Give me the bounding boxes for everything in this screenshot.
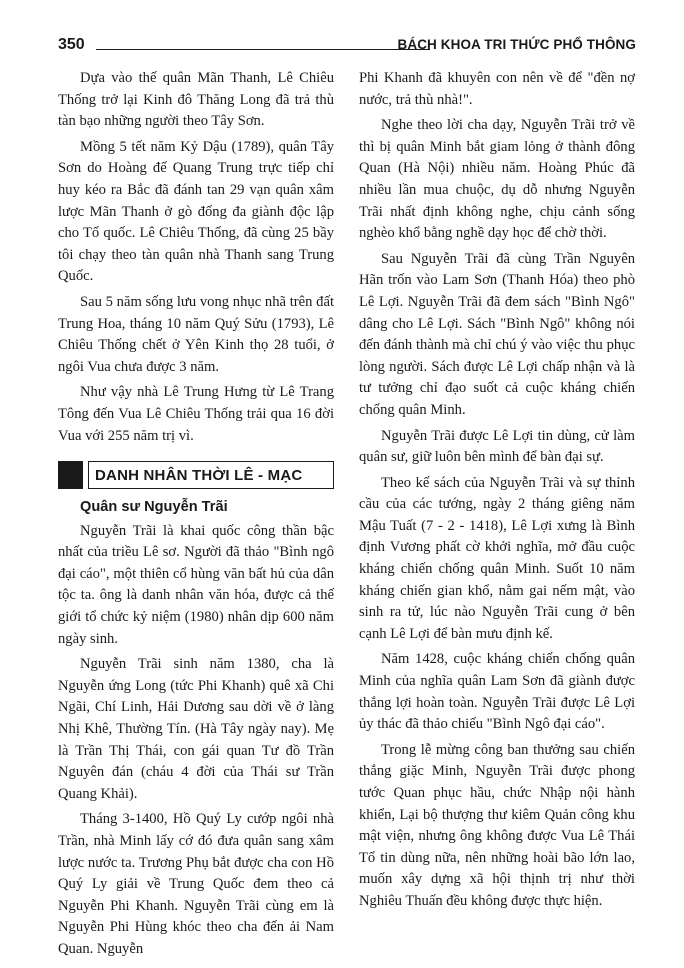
paragraph: Mồng 5 tết năm Kỷ Dậu (1789), quân Tây Sơn do Hoàng đế Quang Trung trực tiếp chỉ huy kéo ra Bắc đã đánh tan 29 vạn quân xâm lược Mãn Thanh ở gò đống đa giành độc lập cho Tổ quốc. Lê Chiêu Thống, đã cùng 25 bầy tôi chạy theo tàn quân nhà Thanh sang Trung Quốc. xyxy=(58,138,334,285)
paragraph-continuation: Phi Khanh đã khuyên con nên về để "đền nợ nước, trả thù nhà!". xyxy=(359,70,635,108)
paragraph: Dựa vào thế quân Mãn Thanh, Lê Chiêu Thống trở lại Kinh đô Thăng Long đã trả thù tàn bạo những người theo Tây Sơn. xyxy=(58,70,334,130)
paragraph: Theo kế sách của Nguyễn Trãi và sự thỉnh cầu của các tướng, ngày 2 tháng giêng năm Mậu Tuất (7 - 2 - 1418), Lê Lợi xưng là Bình định Vương phất cờ khởi nghĩa, mở đầu cuộc kháng chiến chống quân Minh. Suốt 10 năm kháng chiến gian khổ, nằm gai nếm mật, vào sinh ra tử, lúc nào Nguyễn Trãi cung ở bên cạnh Lê Lợi để bàn mưu định kế. xyxy=(359,474,635,642)
paragraph: Tháng 3-1400, Hồ Quý Ly cướp ngôi nhà Trần, nhà Minh lấy cớ đó đưa quân sang xâm lược nước ta. Trương Phụ bắt được cha con Hồ Quý Ly giải về Trung Quốc đem theo cả Nguyễn Phi Khanh. Nguyễn Trãi cùng em là Nguyễn Phi Hùng khóc theo cha đến ải Nam Quan. Nguyễn xyxy=(58,811,334,957)
paragraph: Nguyễn Trãi là khai quốc công thần bậc nhất của triều Lê sơ. Người đã thảo "Bình ngô đại cáo", một thiên cổ hùng văn bất hủ của dân tộc ta. ông là danh nhân văn hóa, được cả thế giới tổ chức kỷ niệm (1980) nhân dịp 600 năm ngày sinh. xyxy=(58,522,334,647)
paragraph: Sau 5 năm sống lưu vong nhục nhã trên đất Trung Hoa, tháng 10 năm Quý Sửu (1793), Lê Chiêu Thống chết ở Yên Kinh thọ 28 tuổi, ở ngôi Vua chưa được 3 năm. xyxy=(58,293,334,375)
left-column xyxy=(58,68,334,961)
section-title: DANH NHÂN THỜI LÊ - MẠC xyxy=(95,467,303,485)
right-column xyxy=(359,68,635,913)
paragraph: Năm 1428, cuộc kháng chiến chống quân Minh của nghĩa quân Lam Sơn đã giành được thắng lợi hoàn toàn. Nguyễn Trãi được Lê Lợi ủy thác đã thảo chiếu "Bình Ngô đại cáo". xyxy=(359,651,635,733)
running-title: BÁCH KHOA TRI THỨC PHỔ THÔNG xyxy=(397,37,636,52)
paragraph: Nguyễn Trãi sinh năm 1380, cha là Nguyễn ứng Long (tức Phi Khanh) quê xã Chi Ngãi, Chí Linh, Hải Dương sau dời về ở làng Nhị Khê, Thường Tín. (Hà Tây ngày nay). Mẹ là Trần Thị Thái, con gái quan Tư đồ Trần Nguyên đán (cháu 4 đời của Thái sư Trần Quang Khải). xyxy=(58,656,334,802)
paragraph: Sau Nguyễn Trãi đã cùng Trần Nguyên Hãn trốn vào Lam Sơn (Thanh Hóa) theo phò Lê Lợi. Nguyễn Trãi đã đem sách "Bình Ngô" dâng cho Lê Lợi. Sách "Bình Ngô" không nói đến đánh thành mà chỉ chú ý vào việc thu phục lòng người. Sách được Lê Lợi chấp nhận và là tư tưởng chỉ đạo suốt cả cuộc kháng chiến chống quân Minh. xyxy=(359,250,635,418)
paragraph: Trong lễ mừng công ban thưởng sau chiến thắng giặc Minh, Nguyễn Trãi được phong tước Quan phục hầu, chức Nhập nội hành khiển, Lại bộ thượng thư kiêm Quản công khu mật viện, nhưng ông không được Vua Lê Thái Tổ tin dùng nữa, nên những hoài bão lớn lao, muốn xây dựng xã hội thịnh trị như thời Nghiêu Thuấn đều không được thực hiện. xyxy=(359,741,635,909)
paragraph: Nguyễn Trãi được Lê Lợi tin dùng, cử làm quân sư, giữ luôn bên mình để bàn đại sự. xyxy=(359,427,635,466)
paragraph: Như vậy nhà Lê Trung Hưng từ Lê Trang Tông đến Vua Lê Chiêu Thống trải qua 16 đời Vua với 255 năm trị vì. xyxy=(58,384,334,444)
subheading: Quân sư Nguyễn Trãi xyxy=(80,499,228,516)
page-number: 350 xyxy=(58,36,85,53)
section-heading xyxy=(58,461,334,491)
section-title-box xyxy=(88,461,334,489)
section-marker xyxy=(58,461,83,489)
header-rule xyxy=(96,49,430,50)
page-header xyxy=(58,36,636,58)
paragraph: Nghe theo lời cha dạy, Nguyễn Trãi trở về thì bị quân Minh bắt giam lỏng ở thành đông Quan (Hà Nội) nhiều năm. Hoàng Phúc đã nhiều lần mua chuộc, dụ dỗ nhưng Nguyễn Trãi nhất định không nghe, chịu cảnh sống nghèo khổ bằng nghề dạy học để chờ thời. xyxy=(359,117,635,242)
